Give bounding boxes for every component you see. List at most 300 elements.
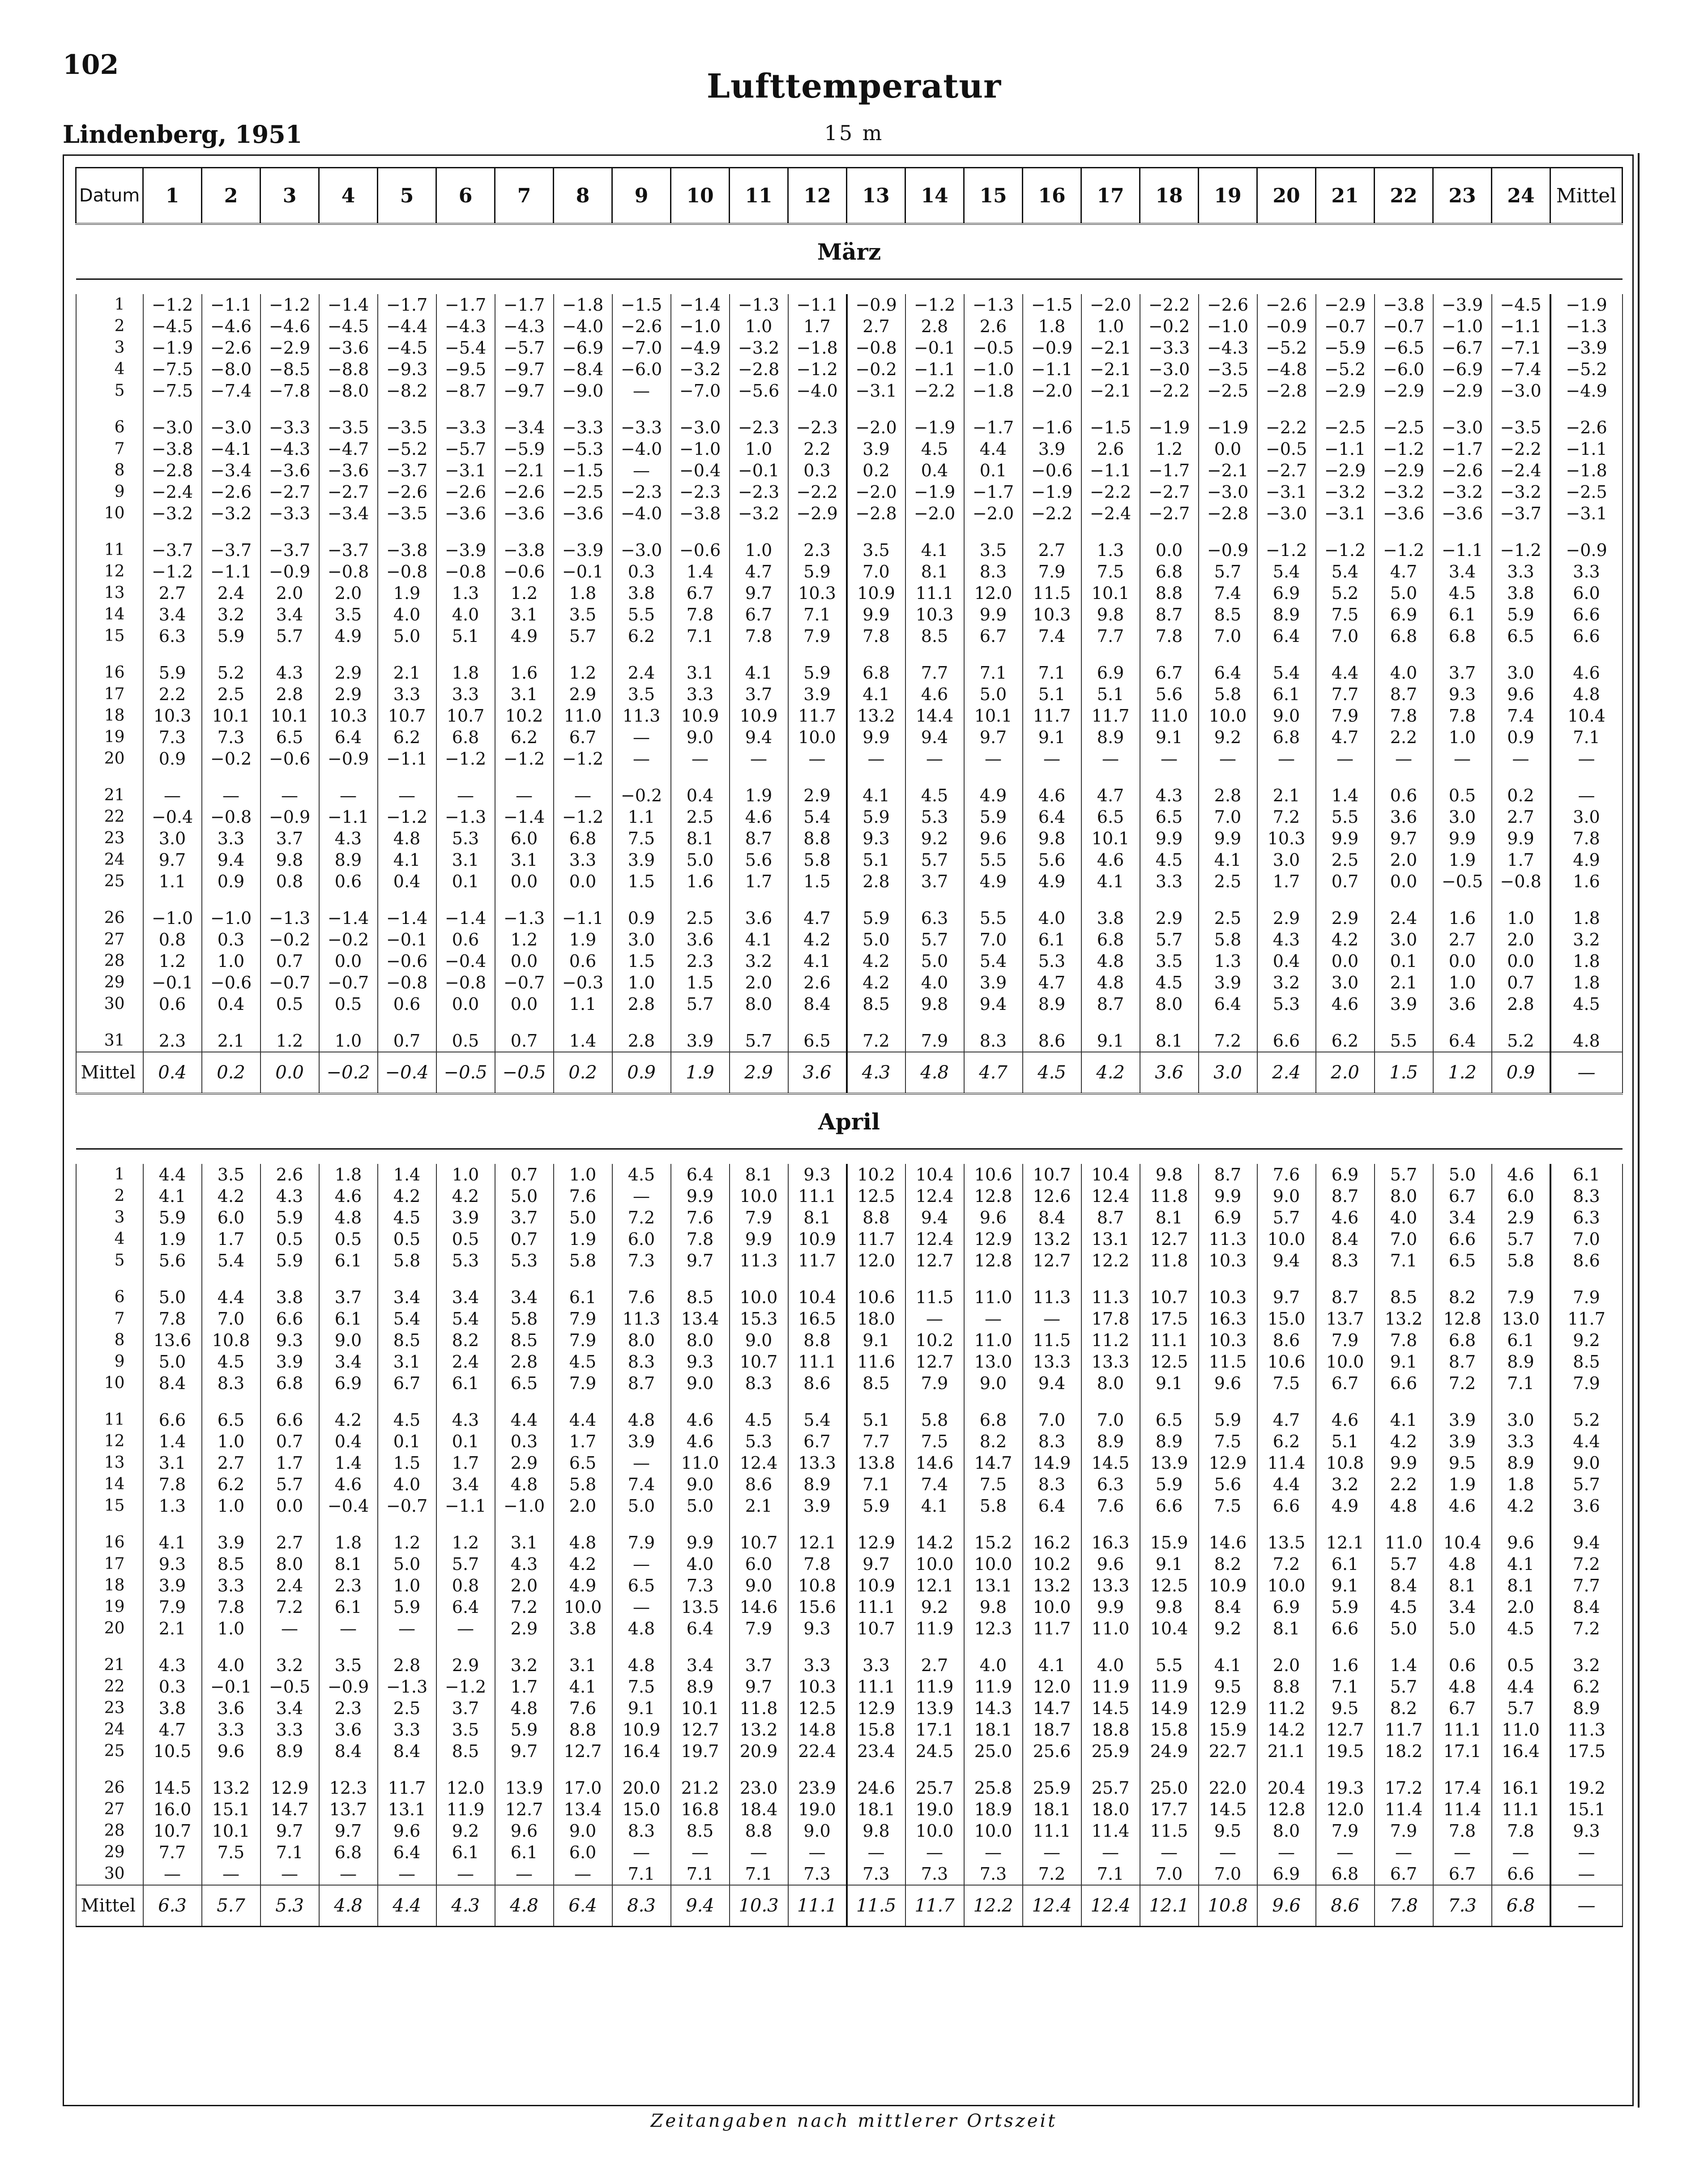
- temp-cell: 7.9: [1316, 705, 1375, 727]
- temp-cell: 2.4: [260, 1575, 319, 1596]
- temp-cell: −3.5: [378, 402, 436, 438]
- temp-cell: 13.1: [378, 1799, 436, 1820]
- temp-cell: −5.7: [436, 438, 495, 460]
- temp-cell: −1.0: [671, 316, 730, 337]
- hour-mean-cell: −0.4: [378, 1052, 436, 1094]
- temp-cell: 4.8: [1081, 950, 1140, 972]
- header-hour: 3: [260, 168, 319, 224]
- temp-cell: 9.2: [1199, 1618, 1257, 1639]
- temp-cell: −3.4: [202, 460, 260, 481]
- temp-cell: 7.9: [1023, 561, 1081, 582]
- temp-cell: −1.9: [1023, 481, 1081, 503]
- day-mean: 4.4: [1550, 1431, 1623, 1452]
- temp-cell: 13.5: [1257, 1517, 1316, 1553]
- temp-cell: 5.0: [964, 684, 1023, 705]
- temp-cell: 3.7: [1433, 647, 1492, 684]
- temp-cell: 4.6: [1081, 849, 1140, 871]
- day-mean: 10.4: [1550, 705, 1623, 727]
- temp-cell: 9.3: [847, 828, 905, 849]
- temp-cell: 1.0: [1492, 892, 1550, 929]
- day-mean: 7.2: [1550, 1553, 1623, 1575]
- day-row: [76, 929, 1623, 950]
- page-title: Lufttemperatur: [706, 67, 1002, 106]
- day-mean: 7.9: [1550, 1373, 1623, 1394]
- temp-cell: 9.3: [260, 1330, 319, 1351]
- temp-cell: 6.1: [436, 1842, 495, 1863]
- day-mean: 5.7: [1550, 1474, 1623, 1495]
- temp-cell: 2.0: [1257, 1639, 1316, 1676]
- temp-cell: 4.8: [1433, 1553, 1492, 1575]
- temp-cell: −5.3: [554, 438, 612, 460]
- day-mean: 19.2: [1550, 1762, 1623, 1799]
- temp-cell: 6.4: [1199, 993, 1257, 1015]
- temp-cell: 8.8: [788, 828, 847, 849]
- temp-cell: 12.0: [847, 1250, 905, 1271]
- day-number: 17: [76, 1553, 143, 1575]
- temp-cell: 5.1: [1081, 684, 1140, 705]
- temp-cell: 0.7: [1492, 972, 1550, 993]
- temp-cell: 0.3: [788, 460, 847, 481]
- temp-cell: 8.3: [202, 1373, 260, 1394]
- day-row: [76, 684, 1623, 705]
- temp-cell: 7.9: [554, 1330, 612, 1351]
- temp-cell: −4.0: [554, 316, 612, 337]
- temp-cell: 5.8: [788, 849, 847, 871]
- temp-cell: 9.9: [730, 1228, 788, 1250]
- temp-cell: 12.9: [847, 1698, 905, 1719]
- temp-cell: 1.2: [260, 1015, 319, 1052]
- temp-cell: 5.0: [495, 1185, 554, 1207]
- day-row: [76, 625, 1623, 647]
- temp-cell: 19.0: [788, 1799, 847, 1820]
- hour-mean-cell: 0.9: [1492, 1052, 1550, 1094]
- temp-cell: 0.5: [436, 1015, 495, 1052]
- temp-cell: 3.3: [1140, 871, 1199, 892]
- temp-cell: 11.0: [1140, 705, 1199, 727]
- temp-cell: 7.5: [1199, 1431, 1257, 1452]
- day-mean: −2.5: [1550, 481, 1623, 503]
- temp-cell: 9.9: [671, 1185, 730, 1207]
- temp-cell: 5.5: [1375, 1015, 1433, 1052]
- temp-cell: 3.4: [495, 1271, 554, 1308]
- day-mean: 4.6: [1550, 647, 1623, 684]
- day-row: [76, 1762, 1623, 1799]
- temp-cell: −2.8: [1257, 380, 1316, 402]
- temp-cell: −0.6: [671, 524, 730, 561]
- temp-cell: 3.8: [1492, 582, 1550, 604]
- temp-cell: 12.4: [905, 1185, 964, 1207]
- temp-cell: 1.0: [319, 1015, 378, 1052]
- day-number: 21: [76, 770, 143, 806]
- temp-cell: −2.8: [143, 460, 202, 481]
- temp-cell: 10.3: [1199, 1250, 1257, 1271]
- temp-cell: 7.1: [1081, 1863, 1140, 1885]
- temp-cell: 7.1: [671, 625, 730, 647]
- temp-cell: −7.0: [612, 337, 671, 359]
- temp-cell: 10.1: [1081, 828, 1140, 849]
- header-hour: 5: [378, 168, 436, 224]
- temp-cell: 11.8: [730, 1698, 788, 1719]
- temp-cell: 1.0: [202, 1618, 260, 1639]
- temp-cell: 5.0: [143, 1351, 202, 1373]
- temp-cell: 0.5: [1433, 770, 1492, 806]
- temp-cell: −3.6: [436, 503, 495, 524]
- day-mean: 3.0: [1550, 806, 1623, 828]
- temp-cell: 4.0: [378, 1474, 436, 1495]
- temp-cell: 1.5: [612, 871, 671, 892]
- day-number: 3: [76, 1207, 143, 1228]
- hour-mean-cell: 4.3: [436, 1885, 495, 1927]
- temp-cell: −0.9: [847, 294, 905, 316]
- temp-cell: −1.3: [436, 806, 495, 828]
- temp-cell: 0.8: [260, 871, 319, 892]
- day-mean: 8.6: [1550, 1250, 1623, 1271]
- temp-cell: −1.7: [1140, 460, 1199, 481]
- temp-cell: 12.0: [1023, 1676, 1081, 1698]
- temp-cell: 3.9: [260, 1351, 319, 1373]
- hour-mean-cell: 10.3: [730, 1885, 788, 1927]
- day-number: 7: [76, 438, 143, 460]
- temp-cell: 2.8: [1492, 993, 1550, 1015]
- temp-cell: 6.8: [1316, 1863, 1375, 1885]
- temp-cell: 15.9: [1140, 1517, 1199, 1553]
- temp-cell: 8.3: [1316, 1250, 1375, 1271]
- day-number: 29: [76, 1842, 143, 1863]
- temp-cell: 10.0: [964, 1820, 1023, 1842]
- temp-cell: −3.2: [202, 503, 260, 524]
- temp-cell: −0.9: [260, 561, 319, 582]
- header-hour: 18: [1140, 168, 1199, 224]
- temp-cell: −0.8: [1492, 871, 1550, 892]
- temp-cell: 16.3: [1199, 1308, 1257, 1330]
- temp-cell: —: [1257, 748, 1316, 770]
- temp-cell: —: [847, 748, 905, 770]
- temp-cell: 11.1: [1492, 1799, 1550, 1820]
- temp-cell: 7.9: [1492, 1271, 1550, 1308]
- temp-cell: 2.8: [612, 1015, 671, 1052]
- temp-cell: 20.0: [612, 1762, 671, 1799]
- temp-cell: 6.1: [554, 1271, 612, 1308]
- temp-cell: −1.2: [1492, 524, 1550, 561]
- temp-cell: 0.5: [1492, 1639, 1550, 1676]
- temp-cell: 2.6: [1081, 438, 1140, 460]
- hour-mean-cell: 1.9: [671, 1052, 730, 1094]
- temp-cell: −1.2: [436, 1676, 495, 1698]
- day-row: [76, 1308, 1623, 1330]
- temp-cell: −1.3: [964, 294, 1023, 316]
- temp-cell: −1.2: [788, 359, 847, 380]
- temp-cell: 10.7: [847, 1618, 905, 1639]
- temp-cell: −2.5: [554, 481, 612, 503]
- temp-cell: 3.7: [319, 1271, 378, 1308]
- temp-cell: −0.1: [202, 1676, 260, 1698]
- day-mean: 15.1: [1550, 1799, 1623, 1820]
- day-row: [76, 1373, 1623, 1394]
- temp-cell: 3.0: [1375, 929, 1433, 950]
- temp-cell: 9.0: [1257, 1185, 1316, 1207]
- day-row: [76, 727, 1623, 748]
- temp-cell: 10.7: [378, 705, 436, 727]
- temp-cell: 0.0: [495, 871, 554, 892]
- temp-cell: 5.1: [847, 849, 905, 871]
- temp-cell: 2.7: [905, 1639, 964, 1676]
- temp-cell: −1.1: [1316, 438, 1375, 460]
- temp-cell: −1.1: [554, 892, 612, 929]
- temp-cell: 1.6: [1316, 1639, 1375, 1676]
- temp-cell: −3.8: [378, 524, 436, 561]
- temp-cell: 5.4: [1257, 561, 1316, 582]
- temp-cell: 2.4: [1375, 892, 1433, 929]
- day-number: 15: [76, 1495, 143, 1517]
- temp-cell: 2.1: [1375, 972, 1433, 993]
- day-mean: 7.2: [1550, 1618, 1623, 1639]
- temp-cell: −4.0: [612, 438, 671, 460]
- temp-cell: 0.0: [1140, 524, 1199, 561]
- temp-cell: 4.1: [730, 929, 788, 950]
- temp-cell: 9.2: [905, 828, 964, 849]
- temp-cell: −7.5: [143, 359, 202, 380]
- day-mean: 8.5: [1550, 1351, 1623, 1373]
- temp-cell: −7.0: [671, 380, 730, 402]
- temp-cell: 6.1: [1433, 604, 1492, 625]
- temp-cell: 12.9: [847, 1517, 905, 1553]
- temp-cell: −8.4: [554, 359, 612, 380]
- header-hour: 22: [1375, 168, 1433, 224]
- temp-cell: 8.5: [378, 1330, 436, 1351]
- temp-cell: −2.2: [1140, 294, 1199, 316]
- temp-cell: —: [1081, 1842, 1140, 1863]
- temp-cell: −2.0: [1081, 294, 1140, 316]
- temp-cell: 7.8: [1375, 1330, 1433, 1351]
- temp-cell: 1.2: [378, 1517, 436, 1553]
- temp-cell: 5.0: [1375, 582, 1433, 604]
- temp-cell: 5.7: [260, 625, 319, 647]
- temp-cell: 2.9: [788, 770, 847, 806]
- temp-cell: 8.1: [1433, 1575, 1492, 1596]
- day-row: [76, 582, 1623, 604]
- temp-cell: 6.7: [378, 1373, 436, 1394]
- temp-cell: 8.8: [730, 1820, 788, 1842]
- temp-cell: 0.1: [1375, 950, 1433, 972]
- temp-cell: −1.1: [202, 294, 260, 316]
- temp-cell: 11.7: [1023, 1618, 1081, 1639]
- temp-cell: 7.4: [1492, 705, 1550, 727]
- spacer-cell: [76, 1149, 1623, 1164]
- temp-cell: 2.2: [143, 684, 202, 705]
- temp-cell: 12.6: [1023, 1185, 1081, 1207]
- temp-cell: 9.4: [730, 727, 788, 748]
- temp-cell: 11.1: [1433, 1719, 1492, 1740]
- temp-cell: 5.8: [905, 1394, 964, 1431]
- temp-cell: −4.3: [260, 438, 319, 460]
- temp-cell: 2.5: [671, 806, 730, 828]
- day-mean: 6.3: [1550, 1207, 1623, 1228]
- temp-cell: −1.2: [1316, 524, 1375, 561]
- temp-cell: −3.5: [378, 503, 436, 524]
- temp-cell: 9.4: [1257, 1250, 1316, 1271]
- temp-cell: 4.1: [847, 684, 905, 705]
- temp-cell: 7.1: [730, 1863, 788, 1885]
- temp-cell: 7.9: [730, 1618, 788, 1639]
- temp-cell: −8.7: [436, 380, 495, 402]
- temp-cell: 18.7: [1023, 1719, 1081, 1740]
- day-number: 3: [76, 337, 143, 359]
- temp-cell: 24.6: [847, 1762, 905, 1799]
- temp-cell: 7.8: [143, 1308, 202, 1330]
- temp-cell: 7.3: [671, 1575, 730, 1596]
- temp-cell: 3.3: [1492, 561, 1550, 582]
- temp-cell: 4.2: [554, 1553, 612, 1575]
- temp-cell: −3.8: [671, 503, 730, 524]
- temp-cell: 3.9: [964, 972, 1023, 993]
- temp-cell: 19.0: [905, 1799, 964, 1820]
- temp-cell: 8.7: [1199, 1164, 1257, 1185]
- temp-cell: 11.7: [788, 705, 847, 727]
- temp-cell: 8.0: [1257, 1820, 1316, 1842]
- temp-cell: 11.1: [847, 1596, 905, 1618]
- temp-cell: 15.9: [1199, 1719, 1257, 1740]
- temp-cell: 2.2: [1375, 1474, 1433, 1495]
- temp-cell: 6.9: [1375, 604, 1433, 625]
- day-row: [76, 748, 1623, 770]
- temp-cell: 5.3: [730, 1431, 788, 1452]
- temp-cell: 6.4: [671, 1164, 730, 1185]
- temp-cell: 8.7: [1433, 1351, 1492, 1373]
- temp-cell: 10.2: [905, 1330, 964, 1351]
- temp-cell: 2.1: [1257, 770, 1316, 806]
- hour-mean-cell: 8.3: [612, 1885, 671, 1927]
- temp-cell: 5.7: [1375, 1676, 1433, 1698]
- temp-cell: 9.1: [612, 1698, 671, 1719]
- temp-cell: 12.5: [1140, 1351, 1199, 1373]
- temp-cell: 7.2: [612, 1207, 671, 1228]
- temp-cell: —: [1140, 748, 1199, 770]
- temp-cell: 3.0: [612, 929, 671, 950]
- temp-cell: 17.1: [905, 1719, 964, 1740]
- spacer-row: [76, 279, 1623, 295]
- day-row: [76, 438, 1623, 460]
- temp-cell: 9.6: [1492, 1517, 1550, 1553]
- temp-cell: 14.6: [730, 1596, 788, 1618]
- day-number: 9: [76, 481, 143, 503]
- temp-cell: −1.2: [260, 294, 319, 316]
- temp-cell: −1.0: [495, 1495, 554, 1517]
- temp-cell: 15.0: [1257, 1308, 1316, 1330]
- overall-mean: —: [1550, 1052, 1623, 1094]
- temp-cell: 10.9: [847, 1575, 905, 1596]
- temp-cell: −3.7: [202, 524, 260, 561]
- temp-cell: −0.5: [964, 337, 1023, 359]
- day-number: 9: [76, 1351, 143, 1373]
- temp-cell: −6.5: [1375, 337, 1433, 359]
- temp-cell: 4.2: [847, 950, 905, 972]
- temp-cell: 7.0: [1316, 625, 1375, 647]
- temp-cell: 7.3: [202, 727, 260, 748]
- temp-cell: 3.9: [143, 1575, 202, 1596]
- hour-mean-cell: 4.8: [495, 1885, 554, 1927]
- temp-cell: 1.4: [143, 1431, 202, 1452]
- temp-cell: 9.0: [964, 1373, 1023, 1394]
- temp-cell: 9.5: [1199, 1820, 1257, 1842]
- temp-cell: 4.3: [319, 828, 378, 849]
- temp-cell: 4.1: [905, 1495, 964, 1517]
- temp-cell: 15.0: [612, 1799, 671, 1820]
- day-row: [76, 524, 1623, 561]
- temp-cell: −3.2: [1492, 481, 1550, 503]
- temp-cell: 5.4: [202, 1250, 260, 1271]
- day-mean: 1.8: [1550, 950, 1623, 972]
- temp-cell: −5.2: [378, 438, 436, 460]
- temp-cell: 5.9: [1492, 604, 1550, 625]
- temp-cell: 10.9: [612, 1719, 671, 1740]
- temp-cell: 8.9: [1023, 993, 1081, 1015]
- temp-cell: −4.9: [671, 337, 730, 359]
- temp-cell: −3.6: [319, 460, 378, 481]
- temp-cell: 10.9: [847, 582, 905, 604]
- temp-cell: 2.5: [1199, 871, 1257, 892]
- temp-cell: 18.8: [1081, 1719, 1140, 1740]
- temp-cell: 16.1: [1492, 1762, 1550, 1799]
- day-mean: 1.8: [1550, 892, 1623, 929]
- temp-cell: 7.1: [1375, 1250, 1433, 1271]
- temp-cell: −0.1: [143, 972, 202, 993]
- temp-cell: 3.3: [671, 684, 730, 705]
- temp-cell: 1.4: [1316, 770, 1375, 806]
- temp-cell: 8.0: [671, 1330, 730, 1351]
- temp-cell: 25.0: [1140, 1762, 1199, 1799]
- temp-cell: 3.9: [1375, 993, 1433, 1015]
- temp-cell: 3.8: [612, 582, 671, 604]
- day-mean: 3.3: [1550, 561, 1623, 582]
- temp-cell: 4.9: [1316, 1495, 1375, 1517]
- temp-cell: 3.7: [730, 1639, 788, 1676]
- temp-cell: 6.4: [1023, 806, 1081, 828]
- hour-mean-cell: 4.8: [905, 1052, 964, 1094]
- temp-cell: 3.4: [1433, 1207, 1492, 1228]
- temp-cell: 11.7: [788, 1250, 847, 1271]
- temp-cell: −4.6: [202, 316, 260, 337]
- temp-cell: 4.0: [1023, 892, 1081, 929]
- temp-cell: 8.8: [1140, 582, 1199, 604]
- temp-cell: −4.4: [378, 316, 436, 337]
- temp-cell: 2.4: [202, 582, 260, 604]
- temp-cell: 9.7: [1375, 828, 1433, 849]
- temp-cell: 6.9: [1081, 647, 1140, 684]
- temp-cell: —: [847, 1842, 905, 1863]
- temp-cell: 7.6: [671, 1207, 730, 1228]
- temp-cell: 5.9: [260, 1207, 319, 1228]
- day-mean: −1.1: [1550, 438, 1623, 460]
- temp-cell: 12.9: [1199, 1452, 1257, 1474]
- temp-cell: 9.7: [730, 582, 788, 604]
- temp-cell: −2.5: [1375, 402, 1433, 438]
- temp-cell: —: [1023, 1308, 1081, 1330]
- temp-cell: 5.0: [612, 1495, 671, 1517]
- temp-cell: −1.3: [495, 892, 554, 929]
- temp-cell: −1.1: [905, 359, 964, 380]
- temp-cell: −6.0: [612, 359, 671, 380]
- day-mean: 3.2: [1550, 929, 1623, 950]
- temp-cell: 16.4: [612, 1740, 671, 1762]
- temp-cell: 25.6: [1023, 1740, 1081, 1762]
- temp-cell: 7.3: [847, 1863, 905, 1885]
- temp-cell: 13.2: [847, 705, 905, 727]
- temp-cell: 17.5: [1140, 1308, 1199, 1330]
- temp-cell: 2.8: [847, 871, 905, 892]
- day-number: 25: [76, 1740, 143, 1762]
- temp-cell: 2.8: [260, 684, 319, 705]
- day-row: [76, 294, 1623, 316]
